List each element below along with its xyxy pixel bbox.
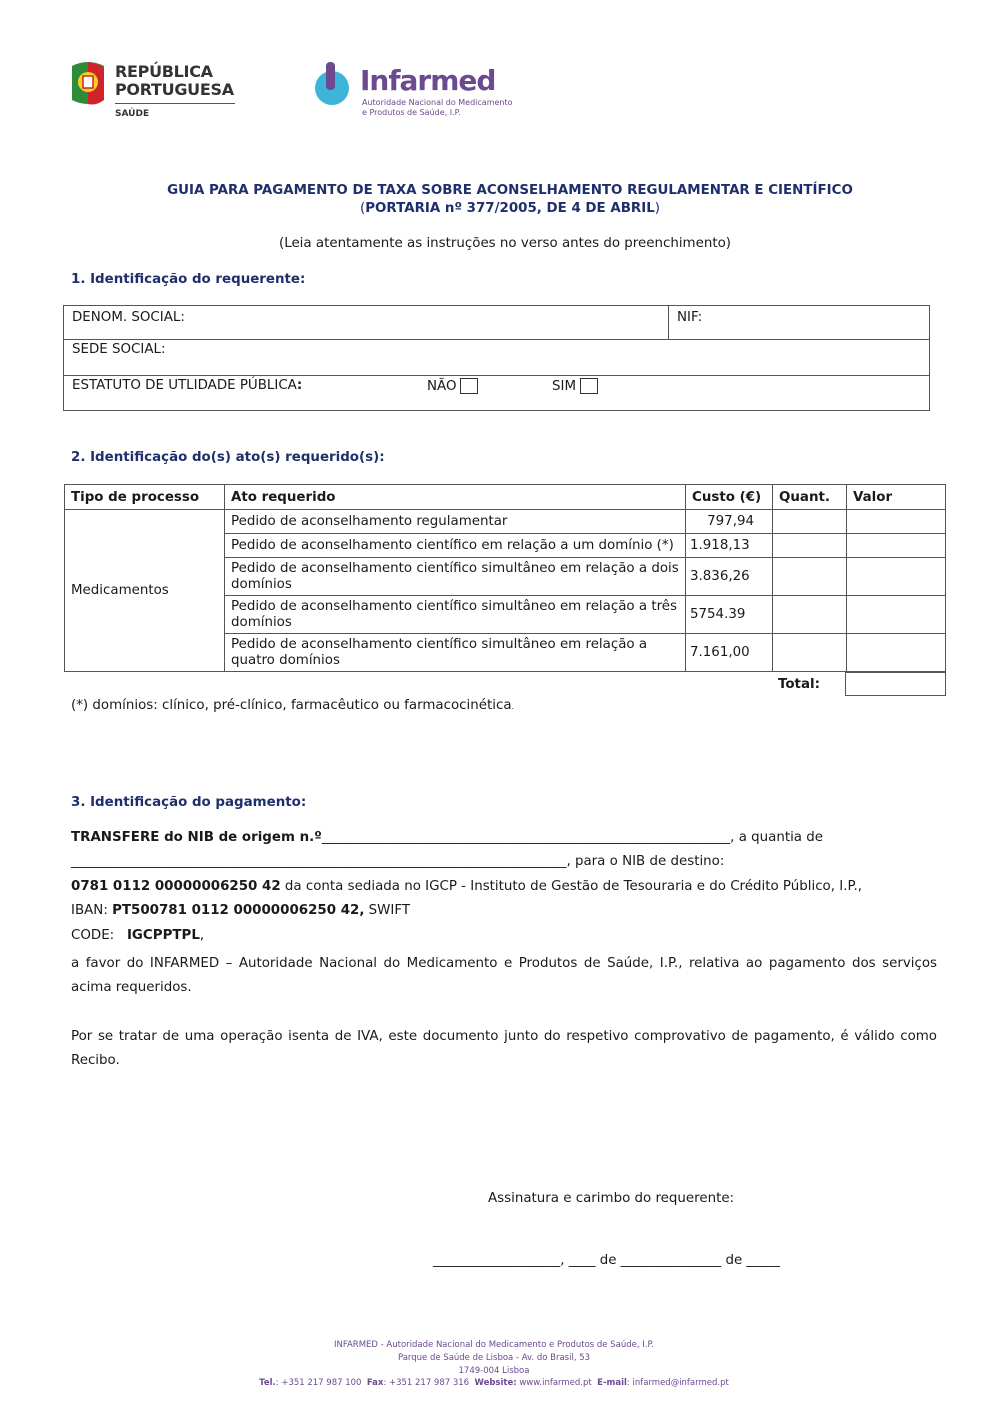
subtitle-open-paren: (: [360, 201, 366, 216]
logo-divider: [115, 103, 235, 104]
estatuto-colon: :: [296, 378, 303, 393]
act-cell: Pedido de aconselhamento regulamentar: [225, 510, 686, 534]
footnote-tail: .: [511, 702, 515, 711]
valor-cell[interactable]: [847, 596, 946, 634]
signature-date-line[interactable]: ___________________, ____ de _______________ de _____: [433, 1253, 780, 1268]
estatuto-label: [72, 378, 302, 393]
cost-cell: 1.918,13: [686, 534, 773, 558]
logo-text-portuguesa: PORTUGUESA: [115, 80, 234, 99]
acts-table: [64, 484, 946, 672]
total-value-field[interactable]: [845, 672, 946, 696]
signature-label: Assinatura e carimbo do requerente:: [488, 1191, 735, 1206]
footer-email-link[interactable]: : infarmed@infarmed.pt: [626, 1378, 729, 1388]
footer-email-label: E-mail: [597, 1378, 627, 1388]
infarmed-logo-subtitle-1: Autoridade Nacional do Medicamento: [362, 98, 513, 107]
swift-code-value: IGCPPTPL: [126, 928, 200, 943]
valor-cell[interactable]: [847, 558, 946, 596]
swift-code-comma: ,: [199, 928, 205, 943]
quant-cell[interactable]: [773, 596, 847, 634]
column-divider: [668, 306, 669, 339]
infarmed-logo-text: Infarmed: [360, 64, 496, 97]
footer-contacts: [0, 1378, 988, 1388]
quant-cell[interactable]: [773, 558, 847, 596]
transfer-label: TRANSFERE do NIB de origem n.º: [71, 830, 322, 845]
nao-checkbox[interactable]: [460, 378, 478, 394]
nif-label: NIF:: [677, 310, 703, 325]
footer-fax-value: : +351 217 987 316: [383, 1378, 470, 1388]
swift-code-label: CODE:: [71, 928, 127, 943]
destination-nib: 0781 0112 00000006250 42: [71, 879, 281, 894]
footer-postcode: 1749-004 Lisboa: [458, 1366, 530, 1376]
footer-address: Parque de Saúde de Lisboa - Av. do Brasil, 53: [397, 1353, 591, 1363]
act-cell: Pedido de aconselhamento científico simultâneo em relação a três domínios: [225, 596, 686, 634]
sim-label: SIM: [552, 379, 577, 394]
payment-line-swift: [71, 928, 937, 943]
swift-label: SWIFT: [364, 903, 411, 918]
payment-beneficiary-paragraph: a favor do INFARMED – Autoridade Nacional do Medicamento e Produtos de Saúde, I.P., relativa ao pagamento dos serviços acima requeridos.: [71, 956, 937, 995]
nao-label: NÃO: [427, 379, 457, 394]
footer-web-label: Website:: [474, 1378, 517, 1388]
footnote-text: (*) domínios: clínico, pré-clínico, farmacêutico ou farmacocinética: [71, 698, 512, 713]
logo-text-saude: SAÚDE: [115, 109, 150, 119]
footer-web-link[interactable]: www.infarmed.pt: [516, 1378, 592, 1388]
col-header-ato: Ato requerido: [225, 485, 686, 510]
col-header-custo: Custo (€): [686, 485, 773, 510]
col-header-valor: Valor: [847, 485, 946, 510]
payment-line-amount[interactable]: __________________________________________________________________________, para o NIB de destino:: [71, 854, 725, 869]
footer-org-name: INFARMED - Autoridade Nacional do Medicamento e Produtos de Saúde, I.P.: [334, 1340, 654, 1350]
iban-label: IBAN:: [71, 903, 113, 918]
estatuto-label-text: ESTATUTO DE UTLIDADE PÚBLICA: [72, 378, 297, 393]
denom-social-label: DENOM. SOCIAL:: [72, 310, 185, 325]
act-cell: Pedido de aconselhamento científico em relação a um domínio (*): [225, 534, 686, 558]
section1-heading: 1. Identificação do requerente:: [71, 272, 306, 287]
infarmed-logo-icon: [312, 60, 356, 108]
instructions-note: (Leia atentamente as instruções no verso antes do preenchimento): [279, 236, 731, 251]
payment-line-destination: [71, 879, 937, 894]
sim-option: [552, 378, 598, 394]
section2-heading: 2. Identificação do(s) ato(s) requerido(s):: [71, 450, 385, 465]
republica-portuguesa-logo: [70, 60, 240, 124]
footer-fax-label: Fax: [366, 1378, 384, 1388]
applicant-row-name: [64, 306, 929, 340]
vat-exemption-paragraph: Por se tratar de uma operação isenta de IVA, este documento junto do respetivo comprovativo de pagamento, é válido como Recibo.: [71, 1029, 937, 1068]
destination-account-text: da conta sediada no IGCP - Instituto de Gestão de Tesouraria e do Crédito Público, I.P.,: [280, 879, 862, 894]
payment-line-iban: [71, 903, 937, 918]
logo-text-republica: REPÚBLICA: [115, 62, 213, 81]
applicant-row-address: [64, 339, 929, 376]
sede-social-label: SEDE SOCIAL:: [72, 342, 166, 357]
col-header-tipo: Tipo de processo: [65, 485, 225, 510]
total-label: Total:: [778, 677, 820, 692]
quant-cell[interactable]: [773, 534, 847, 558]
valor-cell[interactable]: [847, 634, 946, 672]
col-header-quant: Quant.: [773, 485, 847, 510]
cost-cell: 797,94: [686, 510, 773, 534]
section3-heading: 3. Identificação do pagamento:: [71, 795, 307, 810]
footer-tel-label: Tel.: [259, 1378, 276, 1388]
applicant-identification-table: [63, 305, 930, 411]
footer-tel-value: : +351 217 987 100: [275, 1378, 362, 1388]
quant-cell[interactable]: [773, 634, 847, 672]
act-cell: Pedido de aconselhamento científico simultâneo em relação a dois domínios: [225, 558, 686, 596]
portugal-emblem-icon: [70, 60, 106, 106]
process-type-cell: Medicamentos: [65, 510, 225, 672]
iban-value: PT500781 0112 00000006250 42,: [112, 903, 365, 918]
valor-cell[interactable]: [847, 534, 946, 558]
document-title: GUIA PARA PAGAMENTO DE TAXA SOBRE ACONSELHAMENTO REGULAMENTAR E CIENTÍFICO: [167, 183, 853, 198]
domains-footnote: [71, 698, 514, 713]
quant-cell[interactable]: [773, 510, 847, 534]
sim-checkbox[interactable]: [580, 378, 598, 394]
table-header-row: [65, 485, 946, 510]
table-row: [65, 510, 946, 534]
cost-cell: 5754.39: [686, 596, 773, 634]
cost-cell: 7.161,00: [686, 634, 773, 672]
cost-cell: 3.836,26: [686, 558, 773, 596]
document-subtitle: [0, 201, 1000, 216]
infarmed-logo-subtitle-2: e Produtos de Saúde, I.P.: [362, 108, 461, 117]
payment-line-origin: [71, 830, 937, 845]
infarmed-logo: [312, 60, 513, 120]
valor-cell[interactable]: [847, 510, 946, 534]
nao-option: [427, 378, 478, 394]
act-cell: Pedido de aconselhamento científico simultâneo em relação a quatro domínios: [225, 634, 686, 672]
subtitle-close-paren: ): [654, 201, 660, 216]
transfer-origin-blank[interactable]: _____________________________________________________________, a quantia de: [321, 830, 824, 845]
subtitle-portaria: PORTARIA nº 377/2005, DE 4 DE ABRIL: [365, 201, 655, 216]
